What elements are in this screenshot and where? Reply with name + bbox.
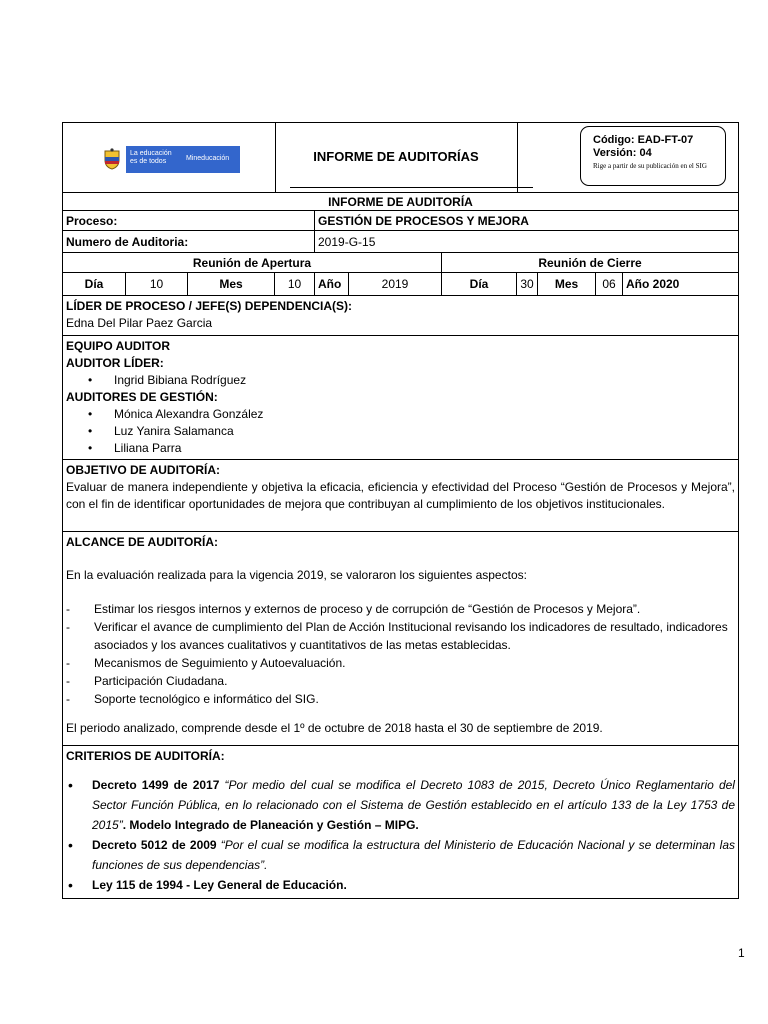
scope-label: ALCANCE DE AUDITORÍA: (66, 535, 218, 549)
close-month-value: 06 (596, 273, 623, 295)
list-item: - Estimar los riesgos internos y externos de proceso y de corrupción de “Gestión de Procesos y Mejora”. (66, 600, 735, 618)
logo-line-2: es de todos (130, 158, 167, 165)
leader-value: Edna Del Pilar Paez Garcia (66, 316, 213, 330)
open-year-label: Año (315, 273, 349, 295)
ministry-logo (103, 146, 240, 173)
audit-team-section (63, 336, 738, 460)
open-day-label: Día (63, 273, 126, 295)
document-header (62, 122, 739, 193)
criteria-section (63, 746, 738, 898)
list-item: - Participación Ciudadana. (66, 672, 735, 690)
process-leader-section (63, 296, 738, 336)
close-month-label: Mes (538, 273, 596, 295)
list-item: - Mecanismos de Seguimiento y Autoevaluación. (66, 654, 735, 672)
close-day-value: 30 (517, 273, 538, 295)
open-month-value: 10 (275, 273, 315, 295)
lead-auditor-item: • Ingrid Bibiana Rodríguez (66, 372, 735, 389)
list-item (66, 835, 735, 875)
management-auditors-label: AUDITORES DE GESTIÓN: (66, 390, 218, 404)
open-year-value: 2019 (349, 273, 442, 295)
close-year-value: Año 2020 (626, 277, 680, 291)
objective-text: Evaluar de manera independiente y objetiva la eficacia, eficiencia y efectividad del Proceso “Gestión de Procesos y Mejora”, con el fin de identificar oportunidades de mejora que contribuyan al cumplimiento de los objetivos institucionales. (66, 480, 735, 511)
opening-meeting-label: Reunión de Apertura (63, 253, 442, 272)
logo-band (126, 146, 240, 173)
lead-auditor-label: AUDITOR LÍDER: (66, 356, 164, 370)
criterion-tail: . Modelo Integrado de Planeación y Gestión – MIPG. (122, 818, 419, 832)
open-day-value: 10 (126, 273, 188, 295)
criterion-name: Decreto 1499 de 2017 (92, 778, 220, 792)
colombia-shield-icon (103, 148, 121, 170)
close-day-label: Día (442, 273, 517, 295)
team-label: EQUIPO AUDITOR (66, 339, 171, 353)
criteria-label: CRITERIOS DE AUDITORÍA: (66, 749, 225, 763)
list-item: • Liliana Parra (66, 440, 735, 457)
audit-number-row (63, 231, 738, 253)
objective-label: OBJETIVO DE AUDITORÍA: (66, 463, 221, 477)
logo-cell (63, 123, 276, 192)
open-month-label: Mes (188, 273, 275, 295)
lead-auditor-list (66, 372, 735, 389)
report-title: INFORME DE AUDITORÍA (328, 195, 473, 209)
objective-section (63, 460, 738, 532)
audit-number-value: 2019-G-15 (318, 235, 376, 249)
title-cell (275, 123, 518, 192)
process-value: GESTIÓN DE PROCESOS Y MEJORA (318, 214, 529, 228)
criterion-quote: “Por medio del cual se modifica el Decreto 1083 de 2015, Decreto Único Reglamentario del Sector Función Pública, en lo relacionado con el Sistema de Gestión establecido en el artículo 133 de la Ley 1753 de 2015” (92, 778, 735, 832)
criterion-name: Ley 115 de 1994 - Ley General de Educación. (92, 878, 347, 892)
list-item (66, 875, 735, 895)
scope-intro: En la evaluación realizada para la vigencia 2019, se valoraron los siguientes aspectos: (66, 568, 527, 582)
list-item: - Soporte tecnológico e informático del SIG. (66, 690, 735, 708)
list-item (66, 775, 735, 835)
leader-label: LÍDER DE PROCESO / JEFE(S) DEPENDENCIA(S): (66, 299, 353, 313)
code-box (580, 126, 726, 186)
process-row (63, 211, 738, 231)
audit-number-label: Numero de Auditoria: (63, 231, 315, 252)
logo-line-1: La educación (130, 150, 172, 157)
logo-ministry: Mineducación (186, 155, 230, 162)
document-version: Versión: 04 (593, 147, 652, 159)
process-label: Proceso: (63, 211, 315, 230)
page-number: 1 (738, 946, 745, 960)
validity-note: Rige a partir de su publicación en el SIG (593, 162, 707, 170)
dates-row (63, 273, 738, 296)
criterion-quote: “Por el cual se modifica la estructura del Ministerio de Educación Nacional y se determinan las funciones de sus dependencias”. (92, 838, 735, 872)
title-divider (290, 187, 533, 188)
scope-period: El periodo analizado, comprende desde el 1º de octubre de 2018 hasta el 30 de septiembre de 2019. (66, 721, 603, 735)
list-item: • Luz Yanira Salamanca (66, 423, 735, 440)
document-code: Código: EAD-FT-07 (593, 134, 694, 146)
management-auditors-list (66, 406, 735, 457)
list-item: - Verificar el avance de cumplimiento del Plan de Acción Institucional revisando los indicadores de resultado, indicadores asociados y los avances cualitativos y cuantitativos de las metas establecidas. (66, 618, 735, 654)
report-title-row (63, 193, 738, 211)
scope-section (63, 532, 738, 746)
document-title: INFORME DE AUDITORÍAS (313, 149, 479, 164)
criterion-name: Decreto 5012 de 2009 (92, 838, 217, 852)
meetings-row (63, 253, 738, 273)
audit-report-form (62, 193, 739, 899)
list-item: • Mónica Alexandra González (66, 406, 735, 423)
closing-meeting-label: Reunión de Cierre (538, 256, 642, 270)
